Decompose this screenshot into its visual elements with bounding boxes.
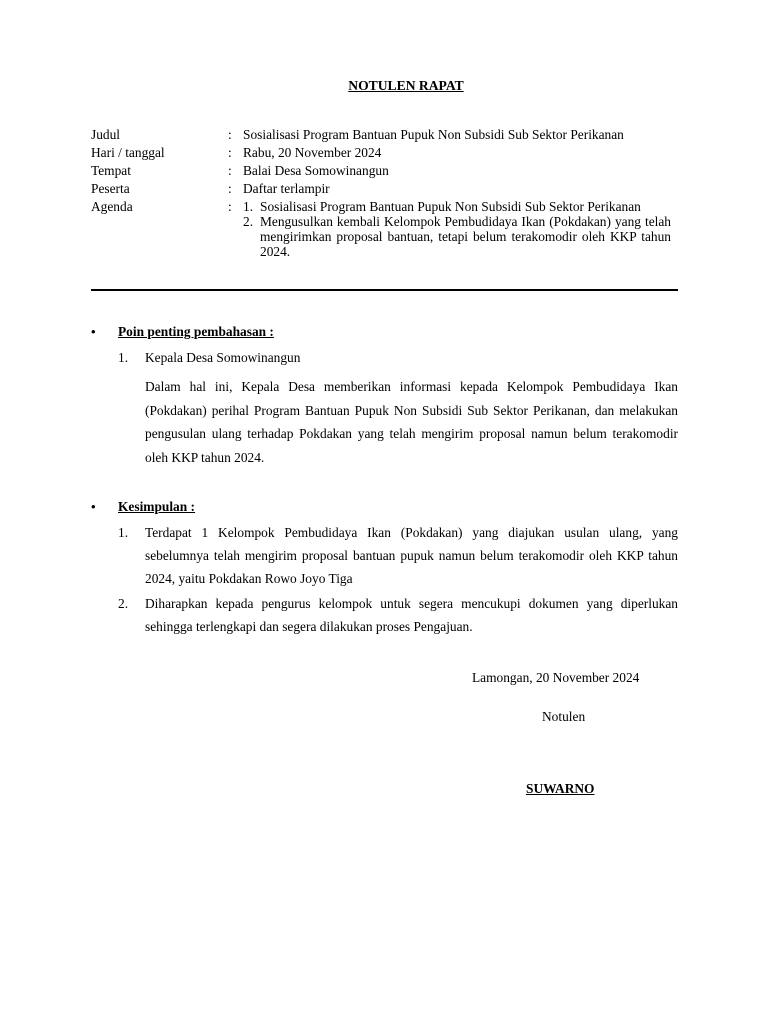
info-colon: : (228, 127, 232, 142)
info-colon: : (228, 163, 232, 178)
info-row-judul (91, 127, 671, 142)
info-row-hari-tanggal (91, 145, 671, 160)
info-label: Judul (91, 127, 121, 142)
discussion-heading-label: Poin penting pembahasan : (118, 324, 274, 339)
info-colon: : (228, 145, 232, 160)
bullet-icon: • (91, 324, 96, 339)
info-colon: : (228, 199, 232, 214)
info-label: Peserta (91, 181, 130, 196)
discussion-item (91, 346, 678, 369)
info-row-agenda (91, 199, 671, 259)
discussion-item-title: Kepala Desa Somowinangun (145, 350, 301, 365)
info-value: Balai Desa Somowinangun (243, 163, 389, 178)
agenda-item-number: 1. (243, 199, 254, 214)
document-title: NOTULEN RAPAT (348, 78, 464, 93)
conclusion-item-number: 2. (118, 596, 129, 611)
conclusion-heading-label: Kesimpulan : (118, 499, 196, 514)
discussion-section (91, 324, 678, 469)
agenda-item-number: 2. (243, 214, 254, 229)
signature-name: SUWARNO (526, 781, 595, 796)
info-value: Daftar terlampir (243, 181, 330, 196)
agenda-item-text: Mengusulkan kembali Kelompok Pembudidaya Ikan (Pokdakan) yang telah mengirimkan proposal bantuan, tetapi belum terakomodir oleh KKP tahun 2024. (260, 214, 671, 259)
info-label: Tempat (91, 163, 131, 178)
conclusion-heading (91, 499, 678, 515)
info-colon: : (228, 181, 232, 196)
info-label: Hari / tanggal (91, 145, 165, 160)
meeting-info (91, 127, 671, 262)
conclusion-item (91, 592, 678, 638)
agenda-item (243, 199, 671, 214)
info-label: Agenda (91, 199, 133, 214)
conclusion-item-text: Diharapkan kepada pengurus kelompok untuk segera mencukupi dokumen yang diperlukan sehingga terlengkapi dan segera dilakukan proses Pengajuan. (145, 596, 678, 634)
header-divider (91, 289, 678, 291)
discussion-heading (91, 324, 678, 340)
signature-role: Notulen (542, 709, 586, 724)
signature-place-date: Lamongan, 20 November 2024 (472, 670, 640, 685)
agenda-item (243, 214, 671, 259)
info-value: Sosialisasi Program Bantuan Pupuk Non Subsidi Sub Sektor Perikanan (243, 127, 624, 142)
agenda-list (243, 199, 671, 259)
conclusion-item-number: 1. (118, 525, 129, 540)
discussion-item-number: 1. (118, 350, 129, 365)
conclusion-section (91, 499, 678, 638)
discussion-paragraph: Dalam hal ini, Kepala Desa memberikan informasi kepada Kelompok Pembudidaya Ikan (Pokdakan) perihal Program Bantuan Pupuk Non Subsidi Sub Sektor Perikanan, dan melakukan pengusulan ulang terhadap Pokdakan yang telah mengirim proposal namun belum terakomodir oleh KKP tahun 2024. (145, 379, 678, 465)
conclusion-item-text: Terdapat 1 Kelompok Pembudidaya Ikan (Pokdakan) yang diajukan usulan ulang, yang sebelumnya telah mengirim proposal bantuan pupuk namun belum terakomodir oleh KKP tahun 2024, yaitu Pokdakan Rowo Joyo Tiga (145, 525, 678, 586)
info-row-peserta (91, 181, 671, 196)
info-value: Rabu, 20 November 2024 (243, 145, 382, 160)
bullet-icon: • (91, 499, 96, 514)
conclusion-item (91, 521, 678, 590)
agenda-item-text: Sosialisasi Program Bantuan Pupuk Non Subsidi Sub Sektor Perikanan (260, 199, 641, 214)
info-row-tempat (91, 163, 671, 178)
